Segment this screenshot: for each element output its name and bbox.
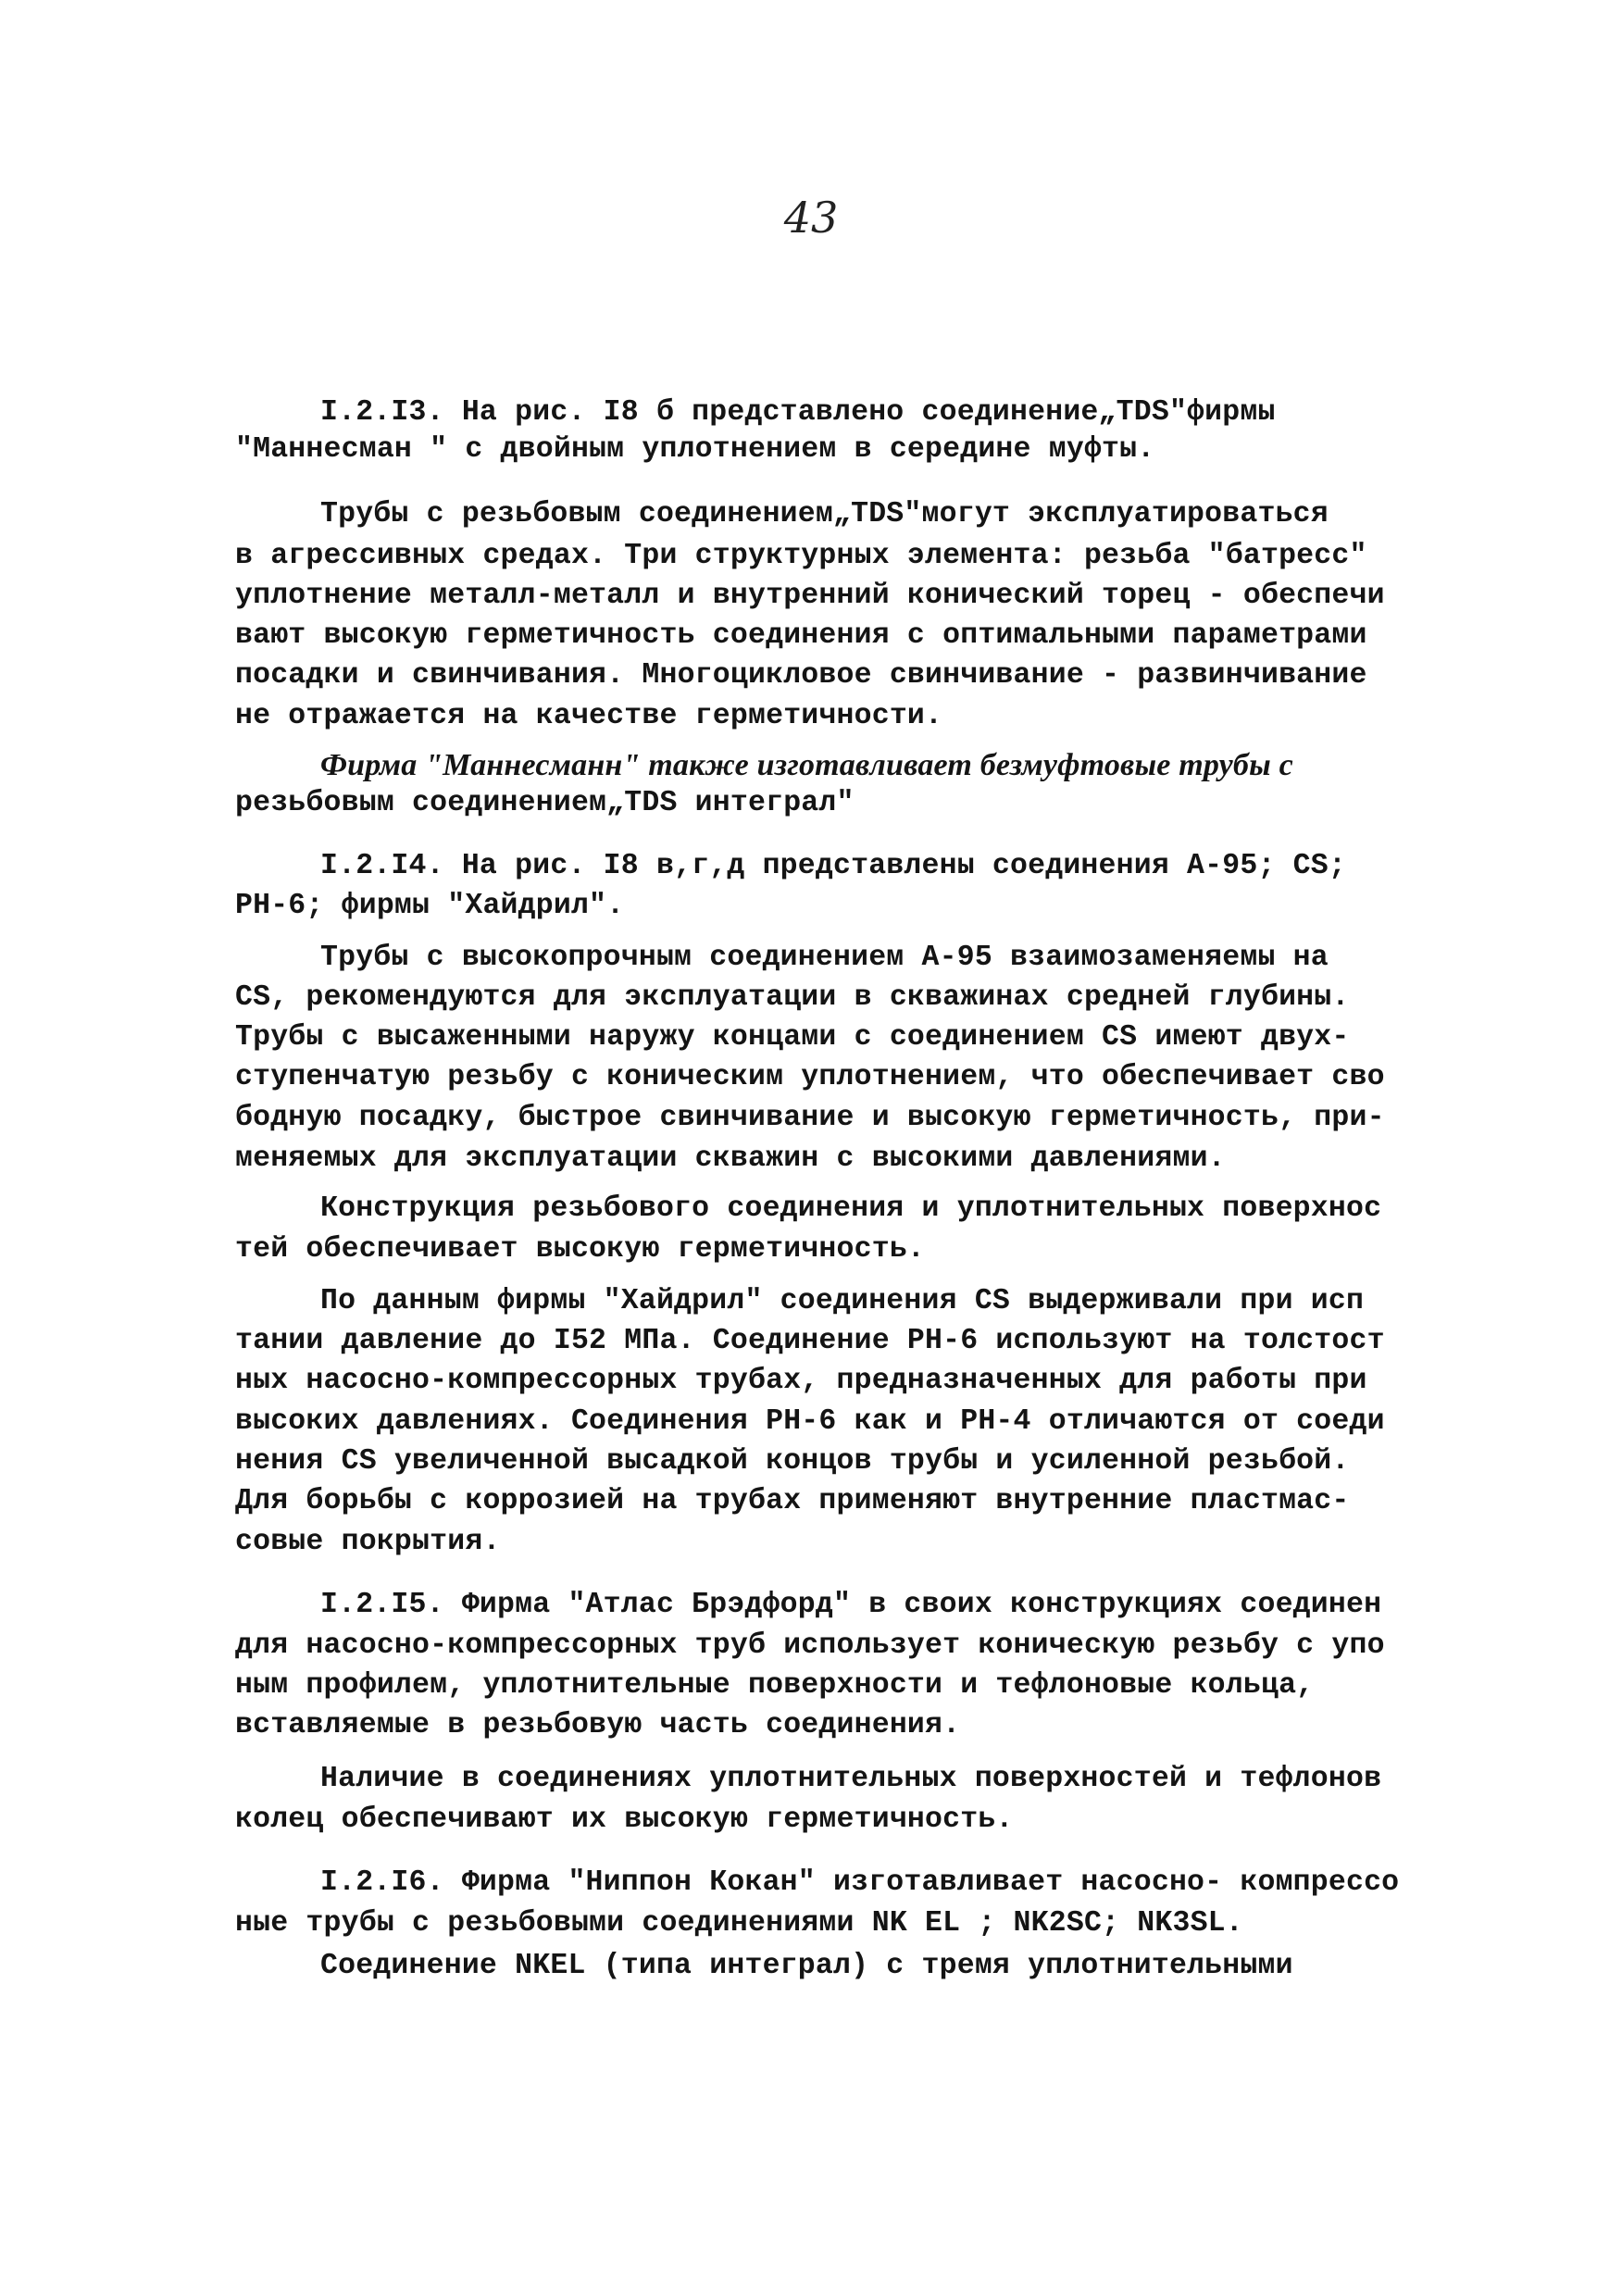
text-line: колец обеспечивают их высокую герметичность. <box>235 1803 1014 1836</box>
text-line: ступенчатую резьбу с коническим уплотнением, что обеспечивает сво <box>235 1061 1385 1093</box>
text-line: Для борьбы с коррозией на трубах применяют внутренние пластмас- <box>235 1485 1350 1517</box>
text-line: I.2.I6. Фирма "Ниппон Кокан" изготавливает насосно- компрессо <box>320 1866 1400 1899</box>
text-line: меняемых для эксплуатации скважин с высокими давлениями. <box>235 1142 1226 1175</box>
text-line: тании давление до I52 МПа. Соединение PH-6 используют на толстост <box>235 1325 1385 1357</box>
text-line: Соединение NKEL (типа интеграл) с тремя уплотнительными <box>320 1950 1293 1982</box>
text-line: По данным фирмы "Хайдрил" соединения CS выдерживали при исп <box>320 1285 1365 1317</box>
text-line: бодную посадку, быстрое свинчивание и высокую герметичность, при- <box>235 1102 1385 1134</box>
text-line: ные трубы с резьбовыми соединениями NK EL ; NK2SC; NK3SL. <box>235 1907 1243 1940</box>
text-line: Трубы с высокопрочным соединением А-95 взаимозаменяемы на <box>320 942 1329 974</box>
text-line: тей обеспечивает высокую герметичность. <box>235 1233 926 1266</box>
text-line: Фирма "Маннесманн" также изготавливает безмуфтовые трубы с <box>320 748 1293 782</box>
text-line: для насосно-компрессорных труб использует коническую резьбу с упо <box>235 1629 1385 1662</box>
text-line: ных насосно-компрессорных трубах, предназначенных для работы при <box>235 1365 1367 1397</box>
text-line: не отражается на качестве герметичности. <box>235 700 943 732</box>
text-line: PH-6; фирмы "Хайдрил". <box>235 890 625 922</box>
text-line: ным профилем, уплотнительные поверхности и тефлоновые кольца, <box>235 1669 1315 1702</box>
text-line: резьбовым соединением„TDS интеграл" <box>235 787 855 819</box>
text-line: Трубы с резьбовым соединением„TDS"могут эксплуатироваться <box>320 498 1329 530</box>
text-line: CS, рекомендуются для эксплуатации в скважинах средней глубины. <box>235 981 1350 1014</box>
text-line: Конструкция резьбового соединения и уплотнительных поверхнос <box>320 1192 1382 1225</box>
text-line: I.2.I5. Фирма "Атлас Брэдфорд" в своих конструкциях соединен <box>320 1589 1382 1621</box>
text-line: Трубы с высаженными наружу концами с соединением CS имеют двух- <box>235 1021 1350 1054</box>
text-line: Наличие в соединениях уплотнительных поверхностей и тефлонов <box>320 1763 1382 1795</box>
text-line: I.2.I4. На рис. I8 в,г,д представлены соединения А-95; CS; <box>320 850 1346 882</box>
text-line: в агрессивных средах. Три структурных элемента: резьба "батресс" <box>235 540 1367 572</box>
text-line: I.2.I3. На рис. I8 б представлено соединение„TDS"фирмы <box>320 396 1276 429</box>
text-line: уплотнение металл-металл и внутренний конический торец - обеспечи <box>235 580 1385 612</box>
text-line: вают высокую герметичность соединения с оптимальными параметрами <box>235 619 1367 652</box>
text-line: посадки и свинчивания. Многоцикловое свинчивание - развинчивание <box>235 659 1367 692</box>
text-line: нения CS увеличенной высадкой концов трубы и усиленной резьбой. <box>235 1445 1350 1478</box>
text-line: совые покрытия. <box>235 1526 501 1558</box>
page-number: 43 <box>783 193 839 243</box>
text-line: высоких давлениях. Соединения PH-6 как и PH-4 отличаются от соеди <box>235 1405 1385 1438</box>
text-line: "Маннесман " с двойным уплотнением в середине муфты. <box>235 433 1155 466</box>
text-line: вставляемые в резьбовую часть соединения. <box>235 1709 961 1741</box>
